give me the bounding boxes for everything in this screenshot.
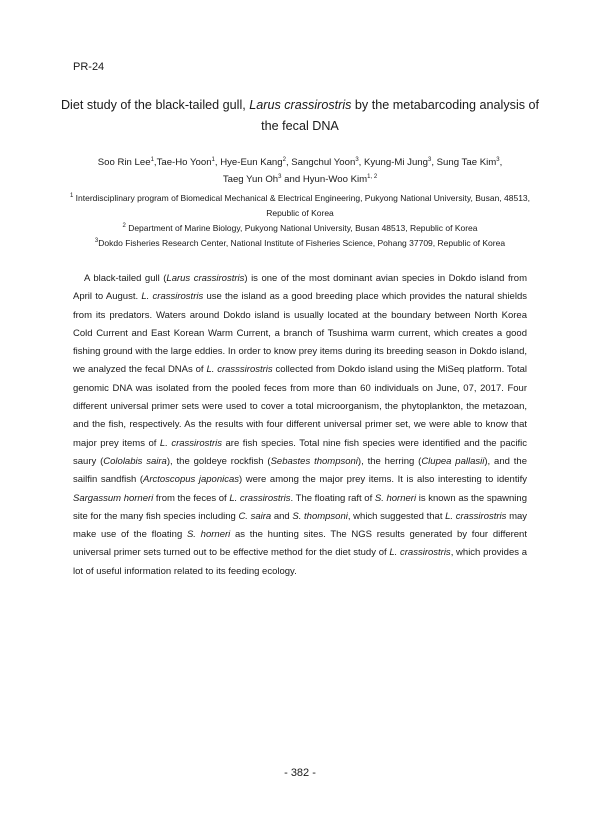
author-affiliation-mark: 2 xyxy=(282,156,286,163)
affiliation-text: Department of Marine Biology, Pukyong National University, Busan 48513, Republic of Korea xyxy=(125,223,478,233)
abstract-text: are fish species. Total nine fish species were identified and the pacific saury ( xyxy=(73,437,527,467)
author: , Sung Tae Kim xyxy=(431,157,497,168)
author: and Hyun-Woo Kim xyxy=(281,174,368,185)
author-affiliation-mark: 3 xyxy=(427,156,432,163)
species-name: S. horneri xyxy=(186,529,231,541)
abstract-text: ), the goldeye rockfish ( xyxy=(166,455,271,467)
author: , Sangchul Yoon xyxy=(285,157,356,168)
page-number: - 382 - xyxy=(284,767,316,779)
affiliation-number: 1 xyxy=(69,193,74,200)
abstract-text: ) were among the major prey items. It is also interesting to identify xyxy=(239,474,527,486)
species-name: Arctoscopus japonicas xyxy=(143,474,239,486)
author: Taeg Yun Oh xyxy=(222,174,279,185)
author: Soo Rin Lee xyxy=(97,157,151,168)
author: , Kyung-Mi Jung xyxy=(358,157,428,168)
abstract-text: ), the herring ( xyxy=(357,455,422,467)
abstract-text: . The floating raft of xyxy=(290,492,375,504)
author-affiliation-mark: 3 xyxy=(355,156,359,163)
species-name: S. thompsoni xyxy=(292,510,348,522)
abstract-text: is known as the spawning site for the many fish species including xyxy=(73,492,527,522)
species-name: L. crassirostris xyxy=(141,291,204,303)
species-name: Sebastes thompsoni xyxy=(270,455,358,467)
species-name: L. crassirostris xyxy=(229,492,291,504)
presentation-code: PR-24 xyxy=(73,61,105,73)
abstract-text: , which suggested that xyxy=(347,510,446,522)
species-name: L. crassirostris xyxy=(159,437,223,449)
species-name: Cololabis saira xyxy=(103,455,167,467)
author-separator: , xyxy=(499,157,503,168)
species-name: Larus crassirostris xyxy=(166,273,245,284)
paper-title xyxy=(60,95,540,137)
affiliation-text: Dokdo Fisheries Research Center, National Institute of Fisheries Science, Pohang 37709, Republic of Korea xyxy=(98,238,506,248)
species-name: S. horneri xyxy=(374,492,417,504)
author-list xyxy=(60,154,540,188)
abstract-text: from the feces of xyxy=(153,492,230,504)
author-affiliation-mark: 3 xyxy=(496,156,500,163)
affiliation-3 xyxy=(60,236,540,251)
affiliation-number: 2 xyxy=(122,223,126,230)
species-name: Clupea pallasii xyxy=(421,455,485,467)
abstract-text: as the hunting sites. The NGS results generated by four different universal primer sets turned out to be effective method for the diet study of xyxy=(73,529,527,559)
abstract-text: A black-tailed gull ( xyxy=(84,273,167,284)
affiliation-number: 3 xyxy=(94,238,99,245)
author-affiliation-mark: 1, 2 xyxy=(367,173,378,180)
author-affiliation-mark: 1 xyxy=(211,156,215,163)
author-affiliation-mark: 1 xyxy=(150,156,154,163)
abstract-text: and xyxy=(271,510,293,522)
species-name: L. crasssirostris xyxy=(206,364,273,376)
author-affiliation-mark: 3 xyxy=(278,173,282,180)
affiliation-2 xyxy=(60,221,540,236)
title-text-rest: by the metabarcoding analysis of the fecal DNA xyxy=(261,98,540,133)
species-name: L. crassirostris xyxy=(445,510,507,522)
affiliation-text: Interdisciplinary program of Biomedical Mechanical & Electrical Engineering, Pukyong National University, Busan, 48513, Republic of Korea xyxy=(73,193,531,218)
species-name: C. saira xyxy=(238,510,272,522)
affiliation-1 xyxy=(60,191,540,221)
abstract-text: may make use of the floating xyxy=(73,510,528,541)
abstract-body xyxy=(73,270,527,581)
title-text: Diet study of the black-tailed gull, xyxy=(60,98,250,112)
species-name: L. crassirostris xyxy=(389,547,451,559)
abstract-text: collected from Dokdo island using the MiSeq platform. Total genomic DNA was isolated from the pooled feces from more than 60 individuals on June, 07, 2017. Four different universal primer sets were used to cover a total microorganism, the phytoplankton, the metazoan, and the fish, respectively. As the results with four different universal primer set, we were able to know that major prey items of xyxy=(73,364,528,449)
species-name: Sargassum horneri xyxy=(73,492,154,504)
author: , Hye-Eun Kang xyxy=(214,157,283,168)
title-species: Larus crassirostris xyxy=(249,98,352,112)
abstract-text: , which provides a lot of useful information related to its feeding ecology. xyxy=(73,547,527,577)
abstract-text: ) is one of the most dominant avian species in Dokdo island from April to August. xyxy=(73,273,527,303)
author: ,Tae-Ho Yoon xyxy=(153,157,212,168)
abstract-text: use the island as a good breeding place which provides the natural shields from its predators. Waters around Dokdo island is usually located at the boundary between North Korea Cold Current and East Korean Warm Current, a branch of Tsushima warm current, which creates a good fishing ground with the large eddies. In order to know prey items during its breeding season in Dokdo island, we analyzed the fecal DNAs of xyxy=(73,291,527,376)
abstract-text: ), and the sailfin sandfish ( xyxy=(73,455,527,486)
